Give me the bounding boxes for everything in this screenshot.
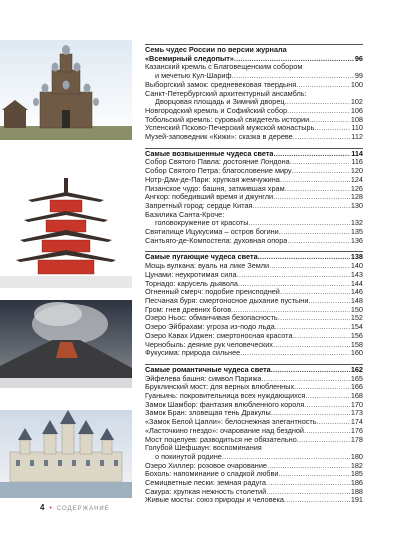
table-of-contents xyxy=(145,44,363,511)
entry-page-number: 176 xyxy=(350,425,363,435)
entry-title: Музей-заповедник «Кижи»: сказка в дереве xyxy=(145,133,293,142)
toc-entry[interactable] xyxy=(145,479,363,488)
section-heading[interactable] xyxy=(145,46,363,55)
dot-leader xyxy=(231,306,350,315)
entry-page-number: 130 xyxy=(350,200,363,210)
entry-title: Фукусима: природа сильнее xyxy=(145,349,241,358)
toc-entry[interactable] xyxy=(145,228,363,237)
entry-title: Живые мосты: союз природы и человека xyxy=(145,496,284,505)
entry-title: Выборгский замок: средневековая твердыня xyxy=(145,80,297,89)
dot-leader xyxy=(285,98,350,107)
dot-leader xyxy=(285,185,350,194)
entry-page-number: 185 xyxy=(350,469,363,479)
entry-title: Новгородский кремль и Софийский собор xyxy=(145,106,288,115)
dot-leader xyxy=(267,462,350,471)
entry-title: Мощь вулкана: вуаль на лике Земли xyxy=(145,262,270,271)
toc-section xyxy=(145,44,363,142)
dot-leader xyxy=(278,314,350,323)
entry-page-number: 128 xyxy=(350,192,363,202)
entry-page-number: 126 xyxy=(350,183,363,193)
entry-page-number: 140 xyxy=(350,261,363,271)
entry-page-number: 136 xyxy=(350,235,363,245)
entry-page-number: 112 xyxy=(351,132,363,142)
entry-title: Сантьяго-де-Компостела: духовная опора xyxy=(145,236,288,245)
dot-leader xyxy=(266,479,350,488)
toc-entry[interactable] xyxy=(145,193,363,202)
dot-leader xyxy=(275,323,350,332)
entry-title: Гром: гнев древних богов xyxy=(145,305,232,314)
dot-leader xyxy=(287,237,349,246)
toc-entry[interactable] xyxy=(145,133,363,142)
dot-leader xyxy=(308,297,349,306)
dot-leader xyxy=(271,409,350,418)
entry-page-number: 132 xyxy=(350,218,363,228)
entry-page-number: 116 xyxy=(351,157,363,167)
dot-leader xyxy=(294,383,350,392)
section-rule xyxy=(145,148,363,149)
section-heading[interactable] xyxy=(145,150,363,159)
entry-title: Замок Шамбор: фантазия влюбленного короля xyxy=(145,400,305,409)
entry-page-number: 165 xyxy=(350,373,363,383)
entry-title: Голубой Шефшаун: воспоминания xyxy=(145,443,262,453)
entry-page-number: 154 xyxy=(350,322,363,332)
section-heading[interactable] xyxy=(145,253,363,262)
entry-page-number: 102 xyxy=(350,97,363,107)
entry-title: «Замок Белой Цапли»: белоснежная элегантность xyxy=(145,418,317,427)
toc-entry[interactable] xyxy=(145,462,363,471)
toc-entry[interactable] xyxy=(145,383,363,392)
dot-leader xyxy=(269,262,350,271)
dot-leader xyxy=(297,436,350,445)
section-heading-text: Самые возвышенные чудеса света xyxy=(145,149,274,158)
entry-page-number: 168 xyxy=(350,391,363,401)
toc-entry[interactable] xyxy=(145,332,363,341)
entry-page-number: 120 xyxy=(350,166,363,176)
toc-entry[interactable] xyxy=(145,314,363,323)
entry-title: Сакура: хрупкая нежность столетий xyxy=(145,487,267,496)
entry-title: Собор Святого Петра: благословение миру xyxy=(145,167,292,176)
entry-page-number: 158 xyxy=(350,339,363,349)
entry-title: Бохоль: напоминание о сладкой любви xyxy=(145,470,279,479)
entry-page-number: 166 xyxy=(350,382,363,392)
entry-page-number: 160 xyxy=(350,348,363,358)
entry-page-number: 170 xyxy=(350,399,363,409)
entry-title: Тобольский кремль: суровый свидетель истории xyxy=(145,115,310,124)
toc-entry[interactable] xyxy=(145,488,363,497)
entry-title: Замок Бран: зловещая тень Дракулы xyxy=(145,409,271,418)
entry-page-number: 148 xyxy=(350,295,363,305)
footer-label: СОДЕРЖАНИЕ xyxy=(56,506,110,512)
dot-leader xyxy=(222,453,350,462)
section-rule xyxy=(145,44,363,45)
entry-title: о покинутой родине xyxy=(155,452,222,461)
toc-entry[interactable] xyxy=(145,288,363,297)
toc-entry[interactable] xyxy=(145,470,363,479)
toc-entry[interactable] xyxy=(145,427,363,436)
toc-entry[interactable] xyxy=(145,323,363,332)
dot-leader xyxy=(304,427,350,436)
toc-entry[interactable] xyxy=(145,237,363,246)
dot-leader xyxy=(309,116,350,125)
toc-section xyxy=(145,148,363,246)
entry-page-number: 180 xyxy=(350,451,363,461)
entry-title: Санкт-Петербургский архитектурный ансамбль: xyxy=(145,88,307,98)
toc-entry[interactable] xyxy=(145,158,363,167)
dot-leader xyxy=(280,288,350,297)
entry-title: Базилика Санта-Кроче: xyxy=(145,209,225,219)
section-heading-text: Самые романтичные чудеса света xyxy=(145,365,271,374)
entry-title: Казанский кремль с Благовещенским собором xyxy=(145,62,303,72)
entry-title: Гуаньинь: покровительница всех нуждающихся xyxy=(145,392,306,401)
entry-page-number: 146 xyxy=(350,287,363,297)
entry-page-number: 108 xyxy=(350,114,363,124)
entry-title: Святилище Ицукусима – остров богини xyxy=(145,228,279,237)
dot-leader xyxy=(280,176,350,185)
section-page-number: 114 xyxy=(351,148,363,158)
entry-page-number: 100 xyxy=(350,79,363,89)
wooden-church-photo xyxy=(0,40,132,140)
dot-leader xyxy=(273,150,350,159)
page-number: 4 xyxy=(40,503,45,512)
toc-entry[interactable] xyxy=(145,90,363,107)
dot-leader xyxy=(258,253,350,262)
toc-entry[interactable] xyxy=(145,409,363,418)
entry-page-number: 143 xyxy=(350,269,363,279)
toc-section xyxy=(145,364,363,505)
dot-leader xyxy=(273,341,350,350)
volcano-photo xyxy=(0,300,132,388)
dot-leader xyxy=(305,392,349,401)
dot-leader xyxy=(278,470,349,479)
page-footer xyxy=(40,503,110,512)
entry-title: Семицветные пески: земная радуга xyxy=(145,479,266,488)
entry-title: Озеро Эйбрахам: угроза из-подо льда xyxy=(145,323,275,332)
toc-entry[interactable] xyxy=(145,107,363,116)
toc-entry[interactable] xyxy=(145,444,363,461)
section-page-number: 162 xyxy=(350,364,363,374)
dot-leader xyxy=(314,124,350,133)
entry-page-number: 124 xyxy=(350,174,363,184)
entry-page-number: 173 xyxy=(350,408,363,418)
chateau-photo xyxy=(0,410,132,498)
entry-page-number: 186 xyxy=(350,478,363,488)
dot-leader xyxy=(292,167,350,176)
dot-leader xyxy=(271,366,350,375)
entry-title: Озеро Кавах Иджен: смертоносная красота xyxy=(145,331,293,340)
dot-leader xyxy=(232,72,354,81)
toc-entry[interactable] xyxy=(145,349,363,358)
entry-title: Песчаная буря: смертоносное дыхание пустыни xyxy=(145,296,309,305)
dot-leader xyxy=(293,332,350,341)
entry-title: Озеро Ньос: обманчивая безопасность xyxy=(145,314,278,323)
dot-leader xyxy=(237,271,350,280)
toc-entry[interactable] xyxy=(145,297,363,306)
dot-leader xyxy=(287,107,350,116)
toc-entry[interactable] xyxy=(145,496,363,505)
toc-entry[interactable] xyxy=(145,392,363,401)
dot-leader xyxy=(304,401,349,410)
pagoda-photo xyxy=(0,178,132,288)
toc-section xyxy=(145,251,363,357)
toc-entry[interactable] xyxy=(145,185,363,194)
dot-leader xyxy=(238,280,350,289)
section-page-number: 96 xyxy=(354,53,363,63)
entry-title: Дворцовая площадь и Зимний дворец xyxy=(155,98,285,107)
entry-title: «Ласточкино гнездо»: очарование над бездной xyxy=(145,426,304,435)
dot-leader xyxy=(317,418,350,427)
toc-entry[interactable] xyxy=(145,375,363,384)
entry-title: Чернобыль: деяние рук человеческих xyxy=(145,340,273,349)
dot-leader xyxy=(284,496,350,505)
dot-leader xyxy=(273,193,350,202)
section-rule xyxy=(145,251,363,252)
dot-leader xyxy=(279,228,350,237)
entry-title: Успенский Псково-Печерский мужской монастырь xyxy=(145,124,315,133)
dot-leader xyxy=(240,349,350,358)
entry-page-number: 174 xyxy=(350,417,363,427)
section-heading-text: Самые пугающие чудеса света xyxy=(145,253,258,262)
entry-title: Эйфелева башня: символ Парижа xyxy=(145,374,262,383)
entry-title: Пизанское чудо: башня, затмившая храм xyxy=(145,184,285,193)
section-rule xyxy=(145,364,363,365)
entry-title: Бруклинский мост: для верных влюбленных xyxy=(145,383,295,392)
toc-entry[interactable] xyxy=(145,271,363,280)
entry-title: Собор Святого Павла: достояние Лондона xyxy=(145,158,290,167)
entry-title: Озеро Хиллер: розовое очарование xyxy=(145,461,267,470)
entry-title: Нотр-Дам-де-Пари: хрупкая жемчужина xyxy=(145,175,280,184)
entry-page-number: 178 xyxy=(350,434,363,444)
entry-title: Цунами: неукротимая сила xyxy=(145,270,237,279)
entry-title: Ангкор: победивший время и джунгли xyxy=(145,193,274,202)
entry-page-number: 188 xyxy=(350,486,363,496)
dot-leader xyxy=(290,158,351,167)
dot-leader xyxy=(252,202,349,211)
entry-page-number: 152 xyxy=(350,313,363,323)
toc-entry[interactable] xyxy=(145,280,363,289)
toc-entry[interactable] xyxy=(145,167,363,176)
toc-entry[interactable] xyxy=(145,262,363,271)
toc-entry[interactable] xyxy=(145,306,363,315)
entry-title: Мост поцелуев: разводиться не обязательно xyxy=(145,435,297,444)
toc-entry[interactable] xyxy=(145,63,363,80)
entry-page-number: 106 xyxy=(350,105,363,115)
toc-entry[interactable] xyxy=(145,401,363,410)
entry-page-number: 182 xyxy=(350,460,363,470)
section-heading-text: Семь чудес России по версии журнала xyxy=(145,46,287,54)
entry-title: Огненный смерч: подобие преисподней xyxy=(145,288,280,297)
dot-leader xyxy=(266,488,350,497)
entry-title: Торнадо: карусель дьявола xyxy=(145,279,238,288)
entry-page-number: 150 xyxy=(350,304,363,314)
entry-page-number: 156 xyxy=(350,330,363,340)
entry-page-number: 144 xyxy=(350,278,363,288)
entry-title: головокружение от красоты xyxy=(155,219,249,228)
toc-entry[interactable] xyxy=(145,418,363,427)
entry-page-number: 110 xyxy=(351,123,363,133)
entry-title: и мечетью Кул-Шариф xyxy=(155,72,232,81)
toc-entry[interactable] xyxy=(145,124,363,133)
section-page-number: 138 xyxy=(350,252,363,262)
entry-page-number: 99 xyxy=(354,71,363,81)
toc-entry[interactable] xyxy=(145,211,363,228)
dot-leader xyxy=(261,375,349,384)
entry-page-number: 191 xyxy=(350,495,363,505)
dot-leader xyxy=(293,133,351,142)
toc-entry[interactable] xyxy=(145,341,363,350)
footer-bullet: • xyxy=(49,505,52,512)
entry-page-number: 135 xyxy=(350,227,363,237)
toc-entry[interactable] xyxy=(145,116,363,125)
section-heading-text: «Всемирный следопыт» xyxy=(145,54,234,63)
toc-entry[interactable] xyxy=(145,176,363,185)
section-heading[interactable] xyxy=(145,366,363,375)
entry-title: Запретный город: сердце Китая xyxy=(145,201,253,210)
dot-leader xyxy=(248,219,349,228)
